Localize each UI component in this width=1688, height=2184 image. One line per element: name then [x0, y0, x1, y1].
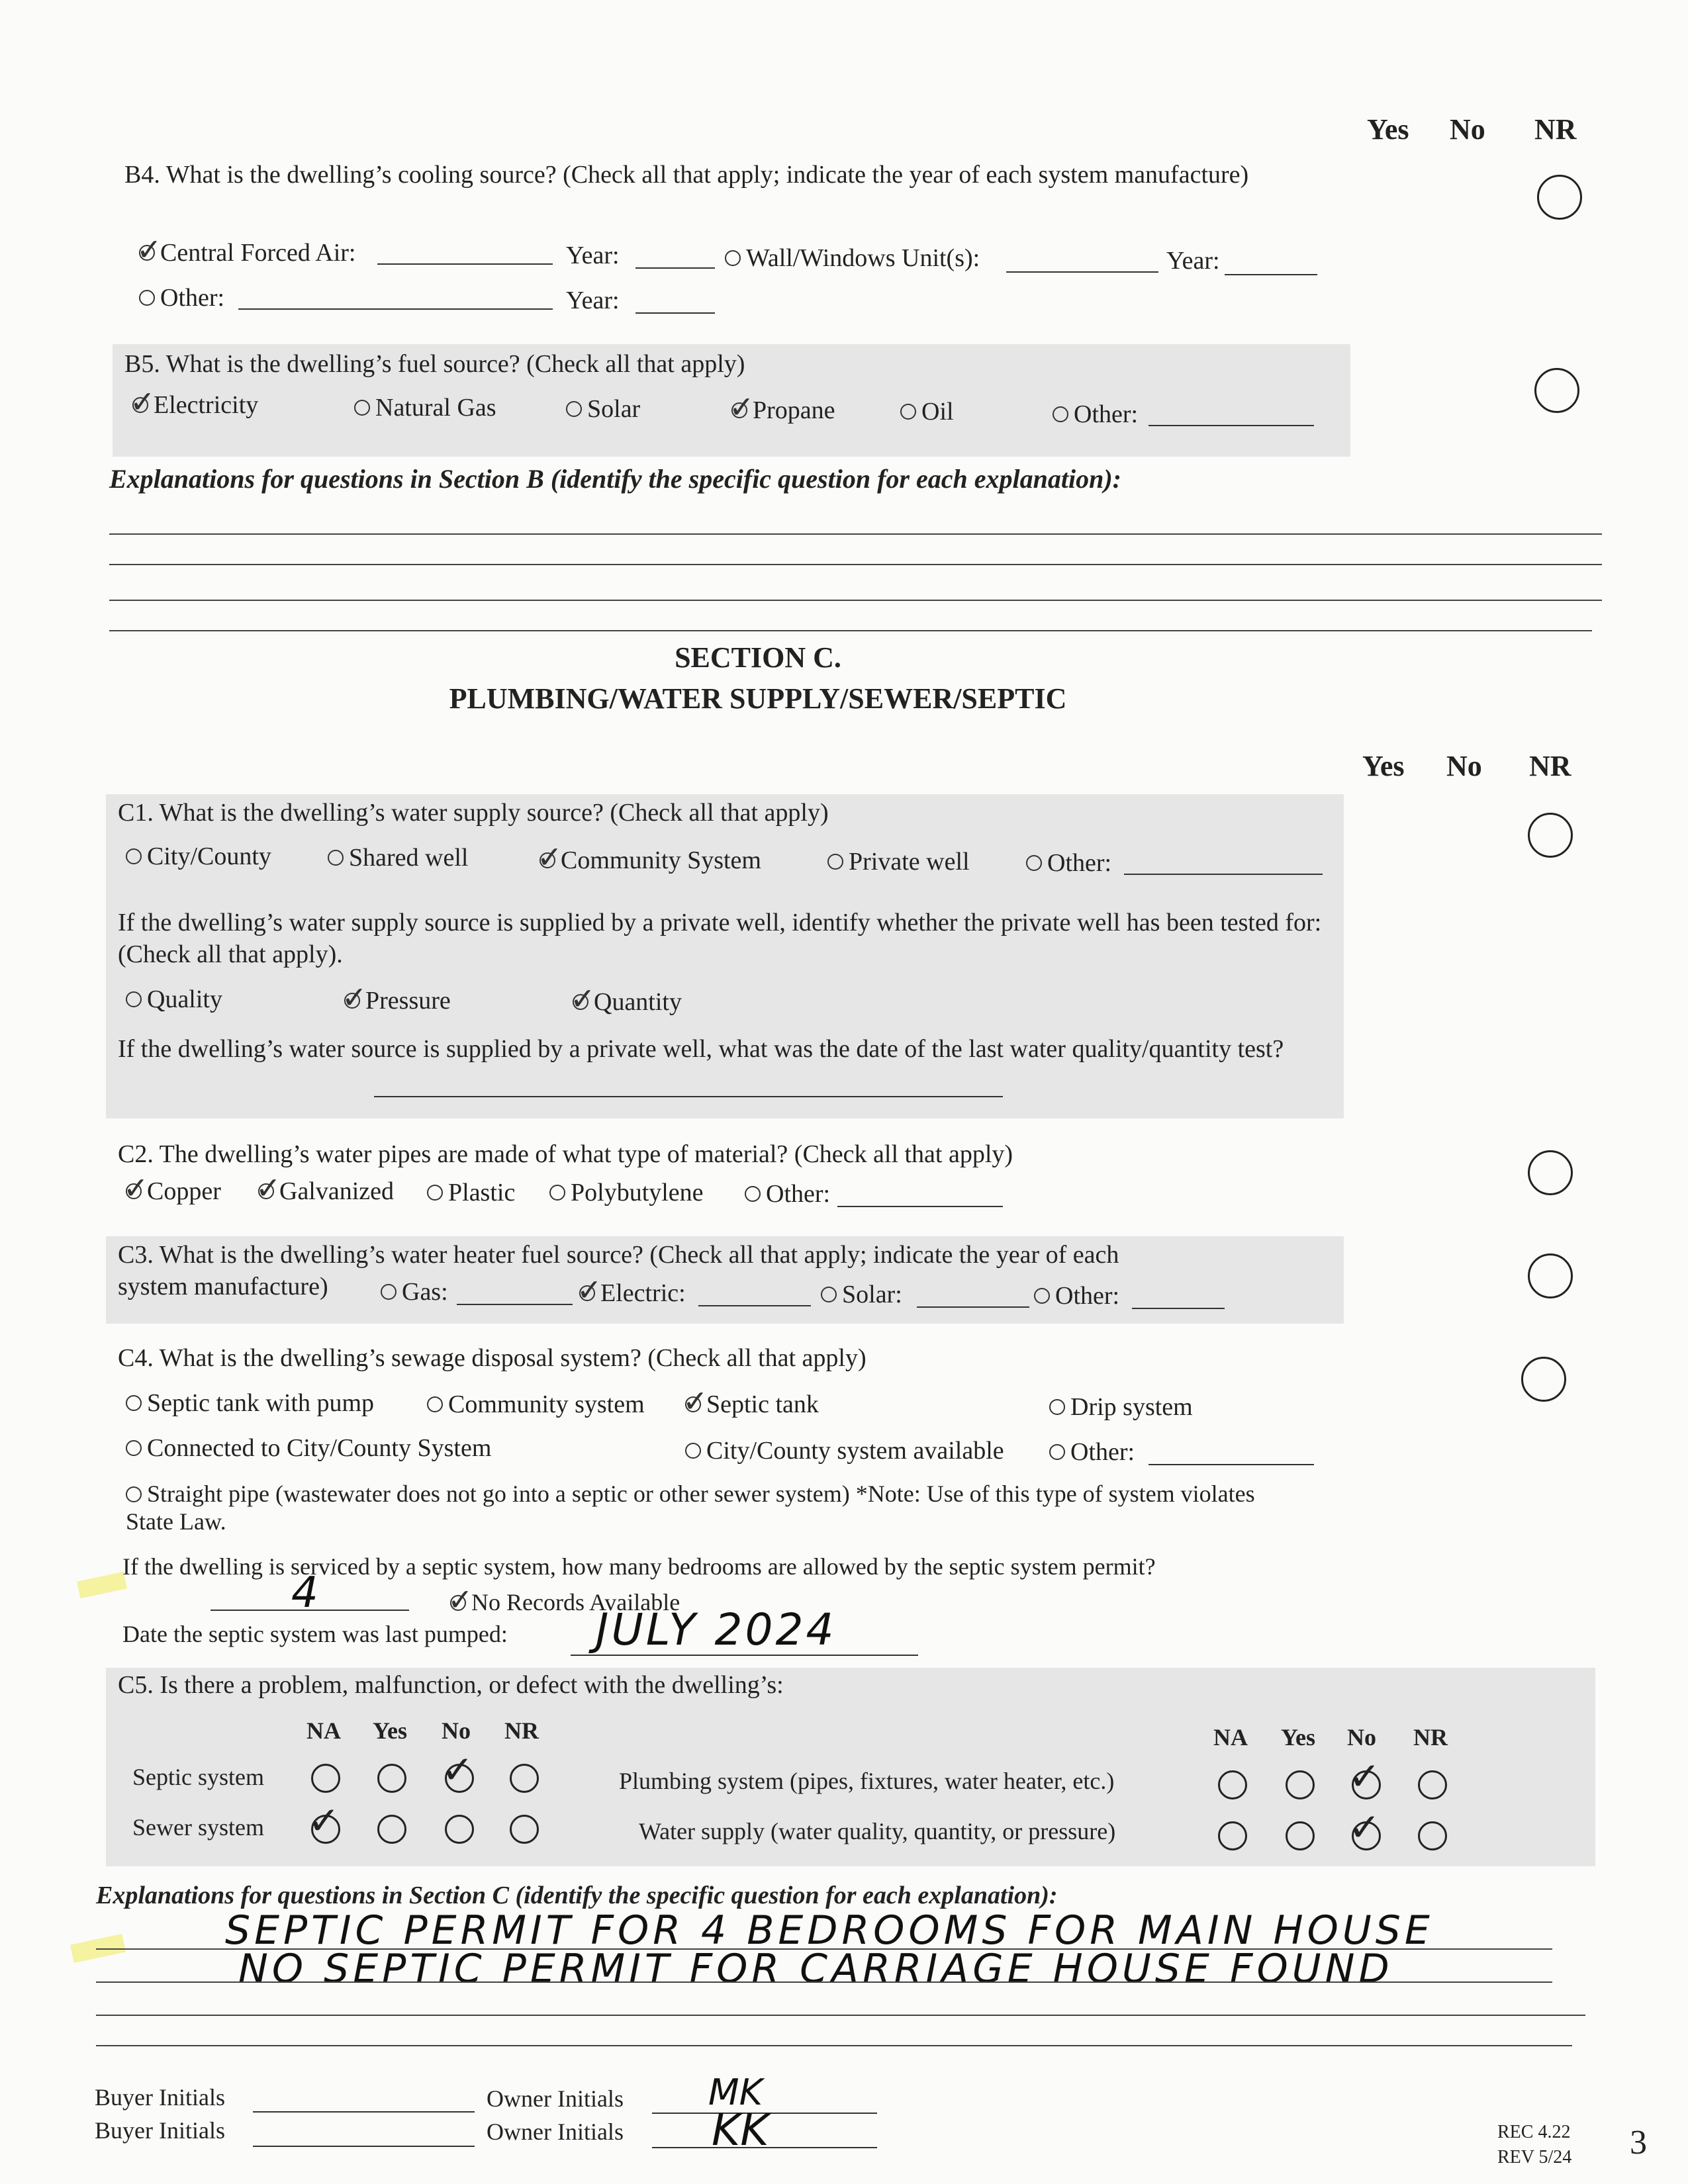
- b4-year-field-1[interactable]: [635, 267, 715, 269]
- c4-drip-system[interactable]: Drip system: [1049, 1392, 1193, 1422]
- c-expl-line-2[interactable]: [96, 1981, 1552, 1983]
- c1-quantity[interactable]: ✓ Quantity: [573, 987, 682, 1017]
- b5-propane[interactable]: ✓ Propane: [731, 396, 835, 425]
- b4-central-forced-air[interactable]: ✓Central Forced Air:: [139, 238, 355, 267]
- c1-other-field[interactable]: [1124, 874, 1323, 875]
- c5-water-na[interactable]: [1218, 1821, 1247, 1850]
- c5-sewer-label: Sewer system: [132, 1814, 264, 1841]
- c5-question: C5. Is there a problem, malfunction, or defect with the dwelling’s:: [118, 1671, 784, 1699]
- c3-solar[interactable]: Solar:: [821, 1280, 902, 1309]
- c5-septic-na[interactable]: [311, 1764, 340, 1793]
- c5-septic-label: Septic system: [132, 1764, 264, 1790]
- c3-question-line2: system manufacture): [118, 1273, 328, 1300]
- c5-water-no[interactable]: [1352, 1821, 1381, 1850]
- nr-col-header: NR: [1534, 113, 1577, 146]
- c1-nr-radio[interactable]: [1528, 813, 1573, 858]
- c5-right-col-na: NA: [1213, 1724, 1248, 1751]
- c5-septic-yes[interactable]: [377, 1764, 406, 1793]
- c5-right-col-nr: NR: [1413, 1724, 1448, 1751]
- b4-other[interactable]: Other:: [139, 283, 224, 312]
- b-expl-line-2[interactable]: [109, 564, 1602, 565]
- c5-water-nr[interactable]: [1418, 1821, 1447, 1850]
- c-expl-line-3[interactable]: [96, 2015, 1585, 2016]
- c5-left-col-no: No: [442, 1717, 471, 1744]
- c4-connected-city[interactable]: Connected to City/County System: [126, 1433, 491, 1463]
- c4-septic-tank[interactable]: ✓ Septic tank: [685, 1390, 819, 1419]
- c5-left-col-na: NA: [306, 1717, 341, 1744]
- c3-gas[interactable]: Gas:: [381, 1277, 448, 1306]
- c5-plumbing-na[interactable]: [1218, 1770, 1247, 1799]
- c5-plumbing-label: Plumbing system (pipes, fixtures, water heater, etc.): [619, 1768, 1115, 1794]
- b4-year-label-3: Year:: [566, 287, 620, 314]
- no-col-header-c: No: [1446, 750, 1482, 782]
- c3-other-field[interactable]: [1132, 1308, 1225, 1309]
- c4-straight-pipe[interactable]: Straight pipe (wastewater does not go into a septic or other sewer system) *Note: Use of this type of system violates State Law.: [126, 1480, 1255, 1535]
- c2-copper[interactable]: ✓Copper: [126, 1177, 221, 1206]
- b5-question: B5. What is the dwelling’s fuel source? (Check all that apply): [124, 350, 745, 378]
- b4-wall-field[interactable]: [1006, 271, 1158, 273]
- b4-year-field-3[interactable]: [635, 312, 715, 314]
- c1-well-tested-question: If the dwelling’s water supply source is supplied by a private well, identify whether the private well has been tested for: (Check all that apply).: [118, 909, 1322, 968]
- c1-question: C1. What is the dwelling’s water supply source? (Check all that apply): [118, 799, 829, 827]
- c5-sewer-yes[interactable]: [377, 1815, 406, 1844]
- owner-initials-label-2: Owner Initials: [487, 2118, 624, 2145]
- c5-water-supply-label: Water supply (water quality, quantity, or pressure): [639, 1818, 1116, 1844]
- c4-community-system[interactable]: Community system: [427, 1390, 645, 1419]
- c5-plumbing-yes[interactable]: [1286, 1770, 1315, 1799]
- c1-shared-well[interactable]: Shared well: [328, 843, 468, 872]
- c4-pumped-answer: JULY 2024: [596, 1604, 837, 1655]
- buyer-initials-label-1: Buyer Initials: [95, 2084, 225, 2111]
- c3-question-line1: C3. What is the dwelling’s water heater fuel source? (Check all that apply; indicate the year of each: [118, 1241, 1119, 1269]
- c3-solar-field[interactable]: [917, 1306, 1029, 1308]
- b-expl-line-3[interactable]: [109, 600, 1602, 601]
- c5-septic-no[interactable]: [445, 1764, 474, 1793]
- c3-nr-radio[interactable]: [1528, 1253, 1573, 1298]
- b4-year-label-2: Year:: [1166, 247, 1220, 275]
- c1-quality[interactable]: Quality: [126, 985, 222, 1014]
- c3-electric[interactable]: ✓ Electric:: [579, 1279, 686, 1308]
- owner-initials-signature-2: KK: [712, 2105, 769, 2156]
- c4-other[interactable]: Other:: [1049, 1437, 1135, 1467]
- c3-electric-field[interactable]: [698, 1305, 811, 1306]
- c1-other[interactable]: Other:: [1026, 848, 1111, 878]
- b-expl-line-1[interactable]: [109, 533, 1602, 535]
- b4-other-field[interactable]: [238, 308, 553, 310]
- b4-nr-radio[interactable]: [1537, 175, 1582, 220]
- c2-other-field[interactable]: [837, 1206, 1003, 1207]
- b5-solar[interactable]: Solar: [566, 394, 640, 424]
- b5-natural-gas[interactable]: Natural Gas: [354, 393, 496, 422]
- c2-galvanized[interactable]: ✓ Galvanized: [258, 1177, 394, 1206]
- c5-septic-nr[interactable]: [510, 1764, 539, 1793]
- owner-initials-label-1: Owner Initials: [487, 2085, 624, 2112]
- c5-right-col-no: No: [1347, 1724, 1376, 1751]
- b5-other[interactable]: Other:: [1053, 400, 1138, 429]
- form-rec-code: REC 4.22: [1497, 2122, 1571, 2142]
- page-number: 3: [1630, 2124, 1647, 2161]
- c-explanation-handwritten-2: NO SEPTIC PERMIT FOR CARRIAGE HOUSE FOUND: [238, 1946, 1393, 1992]
- c5-plumbing-nr[interactable]: [1418, 1770, 1447, 1799]
- c5-left-col-yes: Yes: [373, 1717, 407, 1744]
- no-col-header: No: [1450, 113, 1485, 146]
- c4-septic-tank-pump[interactable]: Septic tank with pump: [126, 1388, 374, 1418]
- c4-pumped-question: Date the septic system was last pumped:: [122, 1621, 508, 1647]
- c4-question: C4. What is the dwelling’s sewage disposal system? (Check all that apply): [118, 1344, 867, 1372]
- c2-other[interactable]: Other:: [745, 1179, 830, 1208]
- c4-bedrooms-answer: 4: [291, 1569, 318, 1617]
- c5-plumbing-no[interactable]: [1352, 1770, 1381, 1799]
- b5-oil[interactable]: Oil: [900, 397, 954, 426]
- c4-bedrooms-question: If the dwelling is serviced by a septic system, how many bedrooms are allowed by the septic system permit?: [122, 1553, 1156, 1580]
- b5-nr-radio[interactable]: [1534, 368, 1579, 413]
- b4-central-year-field[interactable]: [377, 263, 553, 265]
- buyer-initials-field-1[interactable]: [253, 2111, 475, 2113]
- b-expl-line-4[interactable]: [109, 630, 1592, 631]
- c5-left-col-nr: NR: [504, 1717, 539, 1744]
- c-expl-line-4[interactable]: [96, 2045, 1572, 2046]
- highlight-mark-1: [77, 1572, 127, 1598]
- c4-no-records[interactable]: ✓ No Records Available: [450, 1588, 680, 1616]
- buyer-initials-field-2[interactable]: [253, 2146, 475, 2147]
- section-b-explanations-label: Explanations for questions in Section B (identify the specific question for each explanation):: [109, 464, 1121, 494]
- c4-nr-radio[interactable]: [1521, 1357, 1566, 1402]
- c3-gas-field[interactable]: [457, 1304, 573, 1305]
- c5-sewer-no[interactable]: [445, 1815, 474, 1844]
- b4-year-field-2[interactable]: [1225, 274, 1317, 275]
- b5-electricity[interactable]: ✓Electricity: [132, 390, 258, 420]
- owner-initials-signature-1: MK: [708, 2071, 763, 2113]
- c1-last-test-field[interactable]: [374, 1096, 1003, 1097]
- b4-wall-windows[interactable]: Wall/Windows Unit(s):: [725, 244, 980, 273]
- c1-pressure[interactable]: ✓ Pressure: [344, 986, 451, 1015]
- c2-polybutylene[interactable]: Polybutylene: [549, 1178, 704, 1207]
- buyer-initials-label-2: Buyer Initials: [95, 2117, 225, 2144]
- c2-plastic[interactable]: Plastic: [427, 1178, 515, 1207]
- c3-other[interactable]: Other:: [1034, 1281, 1119, 1310]
- nr-col-header-c: NR: [1529, 750, 1571, 782]
- c4-other-field[interactable]: [1149, 1464, 1314, 1465]
- form-rev-code: REV 5/24: [1497, 2147, 1572, 2167]
- b5-other-field[interactable]: [1149, 425, 1314, 426]
- c5-sewer-na[interactable]: [311, 1815, 340, 1844]
- yes-col-header-c: Yes: [1362, 750, 1405, 782]
- section-c-subtitle: PLUMBING/WATER SUPPLY/SEWER/SEPTIC: [449, 682, 1067, 715]
- c5-water-yes[interactable]: [1286, 1821, 1315, 1850]
- c4-city-available[interactable]: City/County system available: [685, 1436, 1004, 1465]
- c5-sewer-nr[interactable]: [510, 1815, 539, 1844]
- b4-question: B4. What is the dwelling’s cooling source? (Check all that apply; indicate the year of each system manufacture): [124, 161, 1249, 189]
- yes-col-header: Yes: [1367, 113, 1409, 146]
- c1-private-well[interactable]: Private well: [827, 847, 970, 876]
- c1-city-county[interactable]: City/County: [126, 842, 271, 871]
- c5-right-col-yes: Yes: [1281, 1724, 1315, 1751]
- section-c-explanations-label: Explanations for questions in Section C (identify the specific question for each explanation):: [96, 1882, 1058, 1909]
- c-explanation-handwritten-1: SEPTIC PERMIT FOR 4 BEDROOMS FOR MAIN HOUSE: [225, 1907, 1434, 1954]
- c2-nr-radio[interactable]: [1528, 1150, 1573, 1195]
- c1-community-system[interactable]: ✓ Community System: [539, 846, 761, 875]
- c1-last-test-question: If the dwelling’s water source is supplied by a private well, what was the date of the last water quality/quantity test?: [118, 1035, 1284, 1063]
- b4-year-label-1: Year:: [566, 242, 620, 269]
- section-c-title: SECTION C.: [675, 641, 841, 674]
- c2-question: C2. The dwelling’s water pipes are made of what type of material? (Check all that apply): [118, 1140, 1013, 1168]
